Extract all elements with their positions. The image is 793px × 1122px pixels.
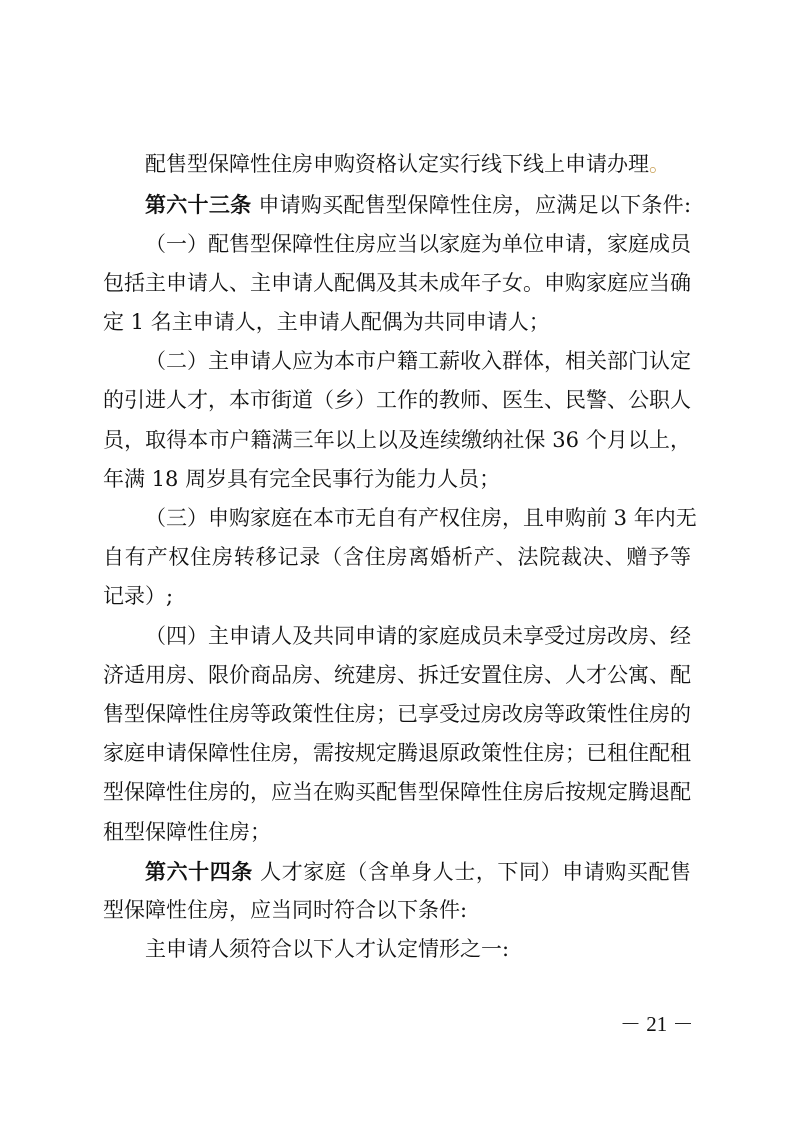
clause-2-line-2: 的引进人才，本市街道（乡）工作的教师、医生、民警、公职人 <box>103 388 691 412</box>
clause-1-line-2: 包括主申请人、主申请人配偶及其未成年子女。申购家庭应当确 <box>103 271 691 295</box>
clause-3-line-2: 自有产权住房转移记录（含住房离婚析产、法院裁决、赠予等 <box>103 545 691 569</box>
clause-4-line-1: （四）主申请人及共同申请的家庭成员未享受过房改房、经 <box>145 624 691 648</box>
clause-4-line-4: 家庭申请保障性住房，需按规定腾退原政策性住房；已租住配租 <box>103 741 691 765</box>
clause-1-line-3: 定 1 名主申请人，主申请人配偶为共同申请人； <box>103 310 550 334</box>
page-number: － 21 － <box>620 1012 694 1036</box>
article-63-label: 第六十三条 <box>145 192 252 217</box>
article-64-text: 人才家庭（含单身人士，下同）申请购买配售 <box>260 860 692 884</box>
article-63-heading <box>145 194 691 216</box>
article-64-label: 第六十四条 <box>145 859 253 884</box>
clause-4-line-2: 济适用房、限价商品房、统建房、拆迁安置住房、人才公寓、配 <box>103 663 691 687</box>
article-64-line-3: 主申请人须符合以下人才认定情形之一: <box>145 937 510 961</box>
clause-2-line-3: 员，取得本市户籍满三年以上以及连续缴纳社保 36 个月以上， <box>103 428 691 452</box>
article-64-heading <box>145 861 691 883</box>
clause-3-line-1: （三）申购家庭在本市无自有产权住房，且申购前 3 年内无 <box>145 506 697 530</box>
clause-4-line-6: 租型保障性住房； <box>103 820 271 844</box>
clause-4-line-5: 型保障性住房的，应当在购买配售型保障性住房后按规定腾退配 <box>103 780 691 804</box>
clause-2-line-4: 年满 18 周岁具有完全民事行为能力人员； <box>103 467 501 491</box>
paragraph-line <box>145 154 691 175</box>
clause-2-line-1: （二）主申请人应为本市户籍工薪收入群体，相关部门认定 <box>145 349 691 373</box>
period-mark: 。 <box>649 152 670 176</box>
clause-3-line-3: 记录）; <box>103 584 174 608</box>
clause-1-line-1: （一）配售型保障性住房应当以家庭为单位申请，家庭成员 <box>145 232 691 256</box>
paragraph-text: 配售型保障性住房申购资格认定实行线下线上申请办理 <box>145 152 649 176</box>
clause-4-line-3: 售型保障性住房等政策性住房；已享受过房改房等政策性住房的 <box>103 702 691 726</box>
article-63-text: 申请购买配售型保障性住房，应满足以下条件: <box>258 193 692 217</box>
article-64-line-2: 型保障性住房，应当同时符合以下条件: <box>103 898 468 922</box>
